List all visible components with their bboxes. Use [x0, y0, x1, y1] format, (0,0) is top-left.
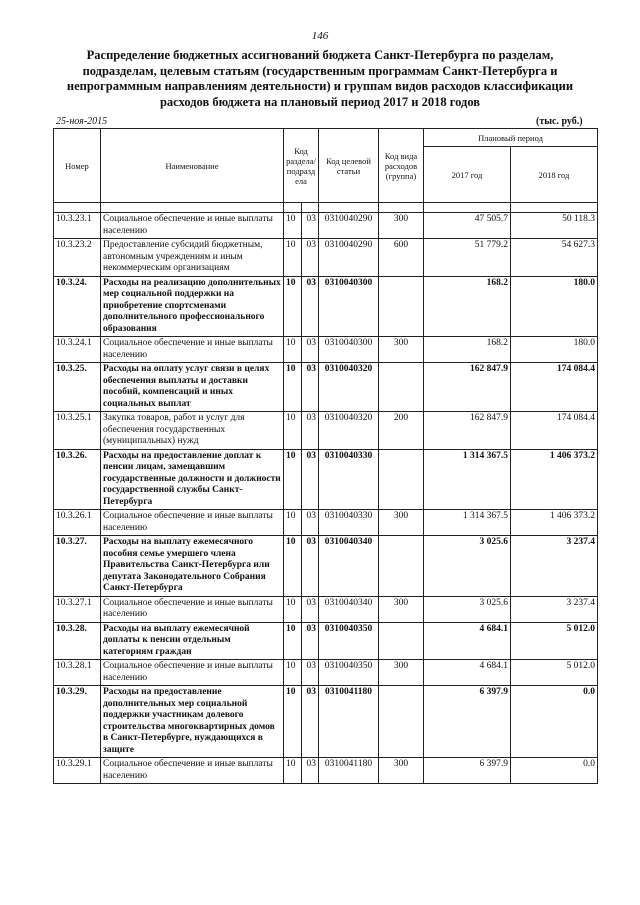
row-number: 10.3.23.2 [54, 239, 101, 277]
row-name: Социальное обеспечение и иные выплаты населению [101, 660, 284, 686]
row-section: 10 [284, 758, 302, 784]
row-type: 300 [379, 510, 424, 536]
row-target: 0310040290 [319, 239, 379, 277]
row-section: 10 [284, 276, 302, 337]
row-target: 0310041180 [319, 758, 379, 784]
row-subsection: 03 [302, 758, 319, 784]
row-value-2018: 174 084.4 [511, 363, 598, 412]
row-target: 0310040350 [319, 660, 379, 686]
row-section: 10 [284, 622, 302, 660]
row-subsection: 03 [302, 412, 319, 450]
row-type: 300 [379, 758, 424, 784]
header-planned-period: Плановый период [424, 129, 598, 147]
row-type [379, 449, 424, 510]
row-type: 200 [379, 412, 424, 450]
row-name: Социальное обеспечение и иные выплаты населению [101, 510, 284, 536]
row-number: 10.3.29.1 [54, 758, 101, 784]
row-section: 10 [284, 213, 302, 239]
table-row [54, 213, 598, 239]
row-value-2017: 4 684.1 [424, 660, 511, 686]
row-target: 0310040330 [319, 510, 379, 536]
table-row [54, 660, 598, 686]
table-row [54, 412, 598, 450]
row-value-2018: 174 084.4 [511, 412, 598, 450]
row-value-2017: 6 397.9 [424, 686, 511, 758]
row-value-2017: 6 397.9 [424, 758, 511, 784]
row-value-2018: 0.0 [511, 758, 598, 784]
row-number: 10.3.25.1 [54, 412, 101, 450]
row-value-2018: 3 237.4 [511, 536, 598, 597]
row-target: 0310040330 [319, 449, 379, 510]
row-number: 10.3.29. [54, 686, 101, 758]
row-target: 0310040320 [319, 412, 379, 450]
row-type: 300 [379, 596, 424, 622]
row-type [379, 622, 424, 660]
row-type: 300 [379, 660, 424, 686]
row-subsection: 03 [302, 536, 319, 597]
header-type: Код вида расходов (группа) [379, 129, 424, 203]
row-subsection: 03 [302, 213, 319, 239]
table-row [54, 758, 598, 784]
row-name: Расходы на оплату услуг связи в целях обеспечения выплаты и доставки пособий, компенсаций и иных социальных выплат [101, 363, 284, 412]
row-subsection: 03 [302, 363, 319, 412]
row-value-2017: 3 025.6 [424, 596, 511, 622]
table-row [54, 239, 598, 277]
row-section: 10 [284, 239, 302, 277]
budget-table [53, 128, 598, 784]
row-number: 10.3.28. [54, 622, 101, 660]
row-number: 10.3.23.1 [54, 213, 101, 239]
row-number: 10.3.27. [54, 536, 101, 597]
row-value-2018: 54 627.3 [511, 239, 598, 277]
row-value-2018: 180.0 [511, 337, 598, 363]
row-name: Предоставление субсидий бюджетным, автономным учреждениям и иным некоммерческим организациям [101, 239, 284, 277]
table-row [54, 337, 598, 363]
row-type [379, 276, 424, 337]
document-date: 25-ноя-2015 [56, 116, 108, 127]
row-number: 10.3.24. [54, 276, 101, 337]
row-number: 10.3.26. [54, 449, 101, 510]
document-title: Распределение бюджетных ассигнований бюджета Санкт-Петербурга по разделам, подразделам, целевым статьям (государственным программам Санкт-Петербурга и непрограммным направлениям деятельности) и группам видов расходов классификации расходов бюджета на плановый период 2017 и 2018 годов [66, 48, 574, 109]
row-subsection: 03 [302, 660, 319, 686]
row-value-2017: 162 847.9 [424, 363, 511, 412]
row-section: 10 [284, 660, 302, 686]
header-name: Наименование [101, 129, 284, 203]
row-section: 10 [284, 337, 302, 363]
row-number: 10.3.24.1 [54, 337, 101, 363]
row-value-2018: 5 012.0 [511, 622, 598, 660]
row-section: 10 [284, 536, 302, 597]
row-target: 0310040320 [319, 363, 379, 412]
row-value-2017: 168.2 [424, 276, 511, 337]
row-type [379, 536, 424, 597]
row-type: 300 [379, 213, 424, 239]
row-name: Социальное обеспечение и иные выплаты населению [101, 596, 284, 622]
table-row [54, 449, 598, 510]
row-subsection: 03 [302, 337, 319, 363]
row-value-2018: 5 012.0 [511, 660, 598, 686]
row-name: Социальное обеспечение и иные выплаты населению [101, 758, 284, 784]
row-value-2018: 0.0 [511, 686, 598, 758]
table-row [54, 596, 598, 622]
row-number: 10.3.25. [54, 363, 101, 412]
table-row [54, 276, 598, 337]
row-target: 0310040340 [319, 536, 379, 597]
table-row [54, 622, 598, 660]
row-value-2018: 1 406 373.2 [511, 449, 598, 510]
row-target: 0310040340 [319, 596, 379, 622]
row-target: 0310040350 [319, 622, 379, 660]
row-name: Расходы на предоставление дополнительных мер социальной поддержки участникам долевого строительства многоквартирных домов в Санкт-Петербурге, нуждающихся в защите [101, 686, 284, 758]
row-value-2018: 1 406 373.2 [511, 510, 598, 536]
header-section: Код раздела/ подразд ела [284, 129, 319, 203]
row-number: 10.3.26.1 [54, 510, 101, 536]
row-section: 10 [284, 363, 302, 412]
row-name: Социальное обеспечение и иные выплаты населению [101, 337, 284, 363]
row-target: 0310040300 [319, 276, 379, 337]
table-row [54, 686, 598, 758]
row-value-2017: 162 847.9 [424, 412, 511, 450]
header-target: Код целевой статьи [319, 129, 379, 203]
row-target: 0310040300 [319, 337, 379, 363]
row-value-2017: 51 779.2 [424, 239, 511, 277]
row-number: 10.3.27.1 [54, 596, 101, 622]
table-row [54, 363, 598, 412]
row-name: Социальное обеспечение и иные выплаты населению [101, 213, 284, 239]
row-value-2018: 50 118.3 [511, 213, 598, 239]
row-section: 10 [284, 596, 302, 622]
row-type [379, 686, 424, 758]
row-section: 10 [284, 510, 302, 536]
row-subsection: 03 [302, 622, 319, 660]
row-value-2017: 1 314 367.5 [424, 449, 511, 510]
row-name: Расходы на выплату ежемесячной доплаты к пенсии отдельным категориям граждан [101, 622, 284, 660]
row-section: 10 [284, 412, 302, 450]
row-subsection: 03 [302, 510, 319, 536]
row-target: 0310040290 [319, 213, 379, 239]
page-number: 146 [311, 30, 329, 42]
row-section: 10 [284, 686, 302, 758]
row-value-2017: 47 505.7 [424, 213, 511, 239]
row-subsection: 03 [302, 276, 319, 337]
row-type: 600 [379, 239, 424, 277]
row-subsection: 03 [302, 596, 319, 622]
row-subsection: 03 [302, 239, 319, 277]
table-row [54, 536, 598, 597]
row-value-2018: 3 237.4 [511, 596, 598, 622]
row-value-2018: 180.0 [511, 276, 598, 337]
row-number: 10.3.28.1 [54, 660, 101, 686]
row-target: 0310041180 [319, 686, 379, 758]
row-type [379, 363, 424, 412]
header-2017: 2017 год [424, 147, 511, 203]
row-section: 10 [284, 449, 302, 510]
row-value-2017: 168.2 [424, 337, 511, 363]
row-value-2017: 3 025.6 [424, 536, 511, 597]
table-row [54, 510, 598, 536]
row-name: Расходы на предоставление доплат к пенсии лицам, замещавшим государственные должности и должности государственной службы Санкт-Петербурга [101, 449, 284, 510]
row-value-2017: 1 314 367.5 [424, 510, 511, 536]
row-name: Закупка товаров, работ и услуг для обеспечения государственных (муниципальных) нужд [101, 412, 284, 450]
row-value-2017: 4 684.1 [424, 622, 511, 660]
header-2018: 2018 год [511, 147, 598, 203]
row-type: 300 [379, 337, 424, 363]
row-subsection: 03 [302, 449, 319, 510]
row-name: Расходы на реализацию дополнительных мер социальной поддержки на приобретение спортсменами дополнительного профессионального образования [101, 276, 284, 337]
row-name: Расходы на выплату ежемесячного пособия семье умершего члена Правительства Санкт-Петербурга или депутата Законодательного Собрания Санкт-Петербурга [101, 536, 284, 597]
row-subsection: 03 [302, 686, 319, 758]
header-number: Номер [54, 129, 101, 203]
units-label: (тыс. руб.) [536, 116, 583, 127]
